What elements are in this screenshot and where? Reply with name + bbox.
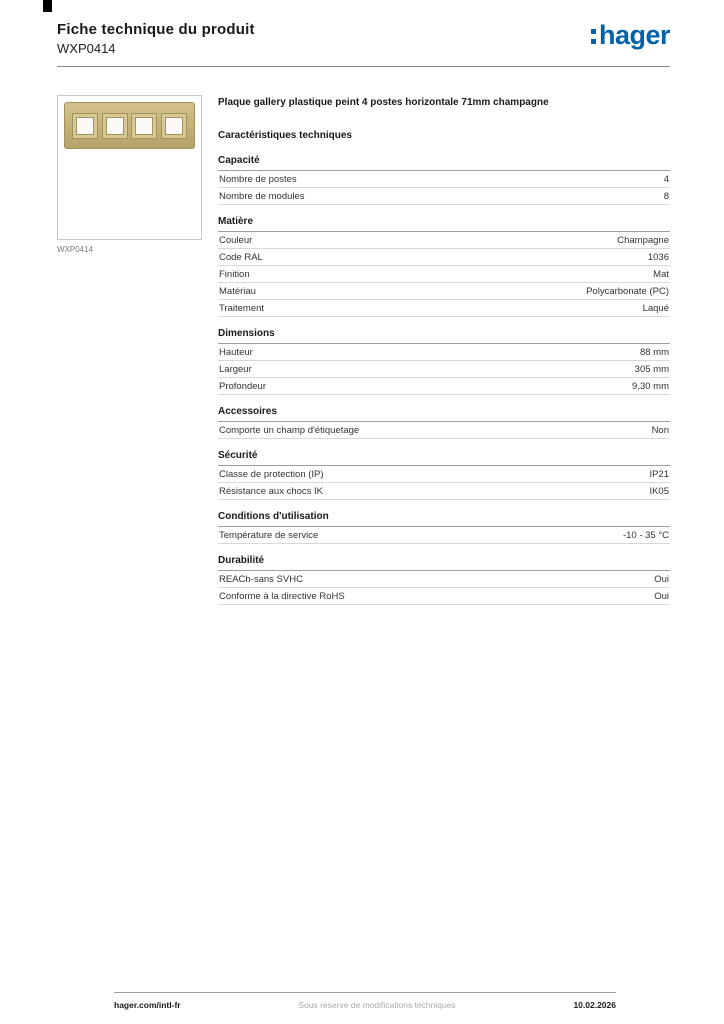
spec-value: Champagne — [617, 235, 669, 246]
spec-value: 4 — [663, 174, 669, 185]
spec-value: Oui — [654, 574, 669, 585]
spec-row — [218, 232, 670, 249]
spec-label: REACh-sans SVHC — [219, 574, 303, 585]
spec-label: Code RAL — [219, 252, 263, 263]
hager-logo-text: hager — [598, 20, 670, 50]
footer-disclaimer: Sous réserve de modifications techniques — [298, 1000, 456, 1010]
spec-label: Nombre de modules — [219, 191, 305, 202]
spec-value: Mat — [653, 269, 669, 280]
footer — [114, 992, 616, 1010]
section-title: Accessoires — [218, 406, 670, 422]
plate-slot — [162, 114, 186, 138]
spec-value: 305 mm — [634, 364, 669, 375]
section-title: Dimensions — [218, 328, 670, 344]
spec-row — [218, 249, 670, 266]
spec-value: 8 — [663, 191, 669, 202]
spec-label: Finition — [219, 269, 250, 280]
spec-section — [218, 328, 670, 395]
spec-label: Classe de protection (IP) — [219, 469, 324, 480]
spec-row — [218, 361, 670, 378]
section-title: Capacité — [218, 155, 670, 171]
section-title: Sécurité — [218, 450, 670, 466]
spec-label: Hauteur — [219, 347, 253, 358]
product-description: Plaque gallery plastique peint 4 postes horizontale 71mm champagne — [218, 97, 549, 108]
spec-label: Couleur — [219, 235, 253, 246]
spec-row — [218, 571, 670, 588]
spec-section — [218, 555, 670, 605]
spec-row — [218, 283, 670, 300]
plate-slot — [73, 114, 97, 138]
product-reference: WXP0414 — [57, 41, 116, 56]
spec-section — [218, 511, 670, 544]
hager-logo — [591, 22, 670, 49]
section-title: Conditions d'utilisation — [218, 511, 670, 527]
spec-value: Polycarbonate (PC) — [586, 286, 669, 297]
spec-label: Température de service — [219, 530, 319, 541]
section-title: Durabilité — [218, 555, 670, 571]
spec-value: 88 mm — [639, 347, 669, 358]
plate-graphic — [64, 102, 195, 149]
spec-row — [218, 588, 670, 605]
tech-characteristics-title: Caractéristiques techniques — [218, 130, 352, 141]
section-rows — [218, 527, 670, 544]
spec-label: Traitement — [219, 303, 265, 314]
footer-date: 10.02.2026 — [573, 1000, 616, 1010]
product-image-caption: WXP0414 — [57, 245, 94, 254]
spec-row — [218, 378, 670, 395]
header — [57, 0, 670, 67]
product-image-column — [57, 95, 202, 616]
content — [57, 95, 670, 616]
spec-label: Résistance aux chocs IK — [219, 486, 324, 497]
spec-value: IP21 — [649, 469, 669, 480]
spec-row — [218, 171, 670, 188]
spec-section — [218, 450, 670, 500]
spec-label: Comporte un champ d'étiquetage — [219, 425, 360, 436]
spec-label: Largeur — [219, 364, 252, 375]
spec-value: 1036 — [647, 252, 669, 263]
spec-value: -10 - 35 °C — [622, 530, 669, 541]
section-rows — [218, 422, 670, 439]
plate-slot — [103, 114, 127, 138]
spec-section — [218, 406, 670, 439]
footer-website-link[interactable]: hager.com/intl-fr — [114, 1000, 181, 1010]
spec-row — [218, 344, 670, 361]
spec-row — [218, 466, 670, 483]
section-title: Matière — [218, 216, 670, 232]
spec-value: Oui — [654, 591, 669, 602]
spec-sections — [218, 155, 670, 605]
spec-row — [218, 483, 670, 500]
spec-row — [218, 188, 670, 205]
spec-value: Laqué — [642, 303, 669, 314]
spec-row — [218, 266, 670, 283]
spec-value: 9,30 mm — [632, 381, 669, 392]
spec-row — [218, 422, 670, 439]
spec-row — [218, 527, 670, 544]
spec-section — [218, 155, 670, 205]
hager-logo-colon-icon — [591, 29, 596, 49]
section-rows — [218, 571, 670, 605]
spec-row — [218, 300, 670, 317]
spec-label: Profondeur — [219, 381, 267, 392]
spec-label: Matériau — [219, 286, 256, 297]
page-title: Fiche technique du produit — [57, 21, 255, 38]
registration-mark — [43, 0, 52, 12]
section-rows — [218, 344, 670, 395]
spec-section — [218, 216, 670, 317]
datasheet-page — [57, 0, 670, 1024]
spec-label: Nombre de postes — [219, 174, 297, 185]
spec-value: Non — [651, 425, 669, 436]
section-rows — [218, 232, 670, 317]
spec-value: IK05 — [649, 486, 669, 497]
spec-column — [218, 95, 670, 616]
section-rows — [218, 466, 670, 500]
plate-slot — [132, 114, 156, 138]
spec-label: Conforme à la directive RoHS — [219, 591, 345, 602]
section-rows — [218, 171, 670, 205]
product-image — [57, 95, 202, 240]
